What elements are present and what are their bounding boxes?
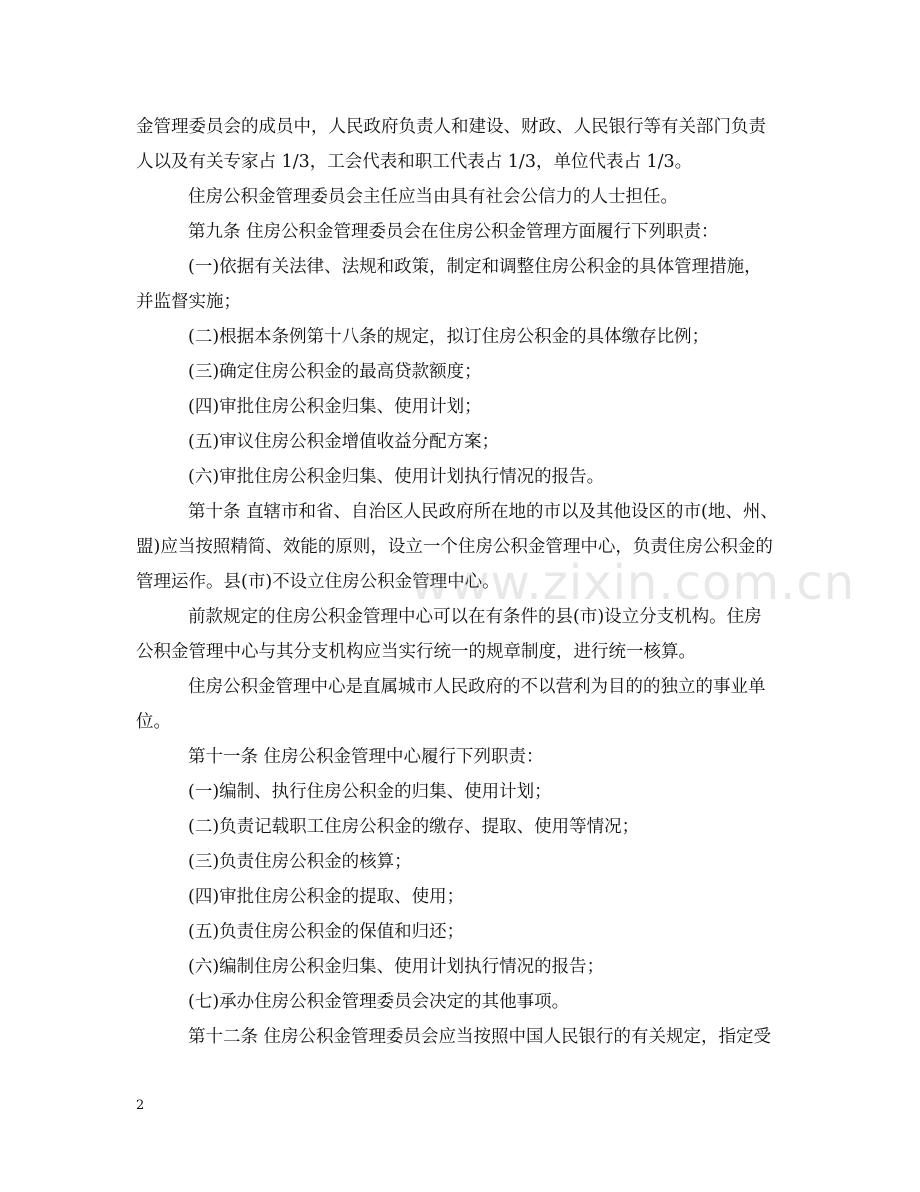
text-line: 位。 [136,712,171,732]
text-line: (四)审批住房公积金归集、使用计划； [188,397,482,417]
text-line: (一)依据有关法律、法规和政策，制定和调整住房公积金的具体管理措施， [188,257,762,277]
text-line: 住房公积金管理中心是直属城市人民政府的不以营利为目的的独立的事业单 [188,677,766,697]
text-line: 管理运作。县(市)不设立住房公积金管理中心。 [136,572,500,592]
text-line: 公积金管理中心与其分支机构应当实行统一的规章制度，进行统一核算。 [136,642,696,662]
text-line: 第十一条 住房公积金管理中心履行下列职责： [188,747,544,767]
text-line: (四)审批住房公积金的提取、使用； [188,887,465,907]
text-line: 并监督实施； [136,292,241,312]
watermark: www.zixin.com.cn [410,555,856,611]
text-line: (五)负责住房公积金的保值和归还； [188,922,465,942]
text-line: 盟)应当按照精简、效能的原则，设立一个住房公积金管理中心，负责住房公积金的 [136,537,773,557]
text-line: 第十二条 住房公积金管理委员会应当按照中国人民银行的有关规定，指定受 [188,1027,772,1047]
text-line: (六)编制住房公积金归集、使用计划执行情况的报告； [188,957,605,977]
text-line: 第九条 住房公积金管理委员会在住房公积金管理方面履行下列职责： [188,222,719,242]
text-line: 金管理委员会的成员中，人民政府负责人和建设、财政、人民银行等有关部门负责 [136,117,766,137]
text-line: (三)负责住房公积金的核算； [188,852,412,872]
text-line: 前款规定的住房公积金管理中心可以在有条件的县(市)设立分支机构。住房 [188,607,762,627]
page-number: 2 [136,1098,145,1113]
text-line: (六)审批住房公积金归集、使用计划执行情况的报告。 [188,467,605,487]
text-line: (五)审议住房公积金增值收益分配方案； [188,432,500,452]
text-line: 住房公积金管理委员会主任应当由具有社会公信力的人士担任。 [188,187,678,207]
text-line: 第十条 直辖市和省、自治区人民政府所在地的市以及其他设区的市(地、州、 [188,502,778,522]
text-line: (一)编制、执行住房公积金的归集、使用计划； [188,782,552,802]
text-line: (二)根据本条例第十八条的规定，拟订住房公积金的具体缴存比例； [188,327,710,347]
text-line: (二)负责记载职工住房公积金的缴存、提取、使用等情况； [188,817,640,837]
text-line: 人以及有关专家占 1/3，工会代表和职工代表占 1/3，单位代表占 1/3。 [136,152,693,172]
text-line: (三)确定住房公积金的最高贷款额度； [188,362,482,382]
text-line: (七)承办住房公积金管理委员会决定的其他事项。 [188,992,570,1012]
